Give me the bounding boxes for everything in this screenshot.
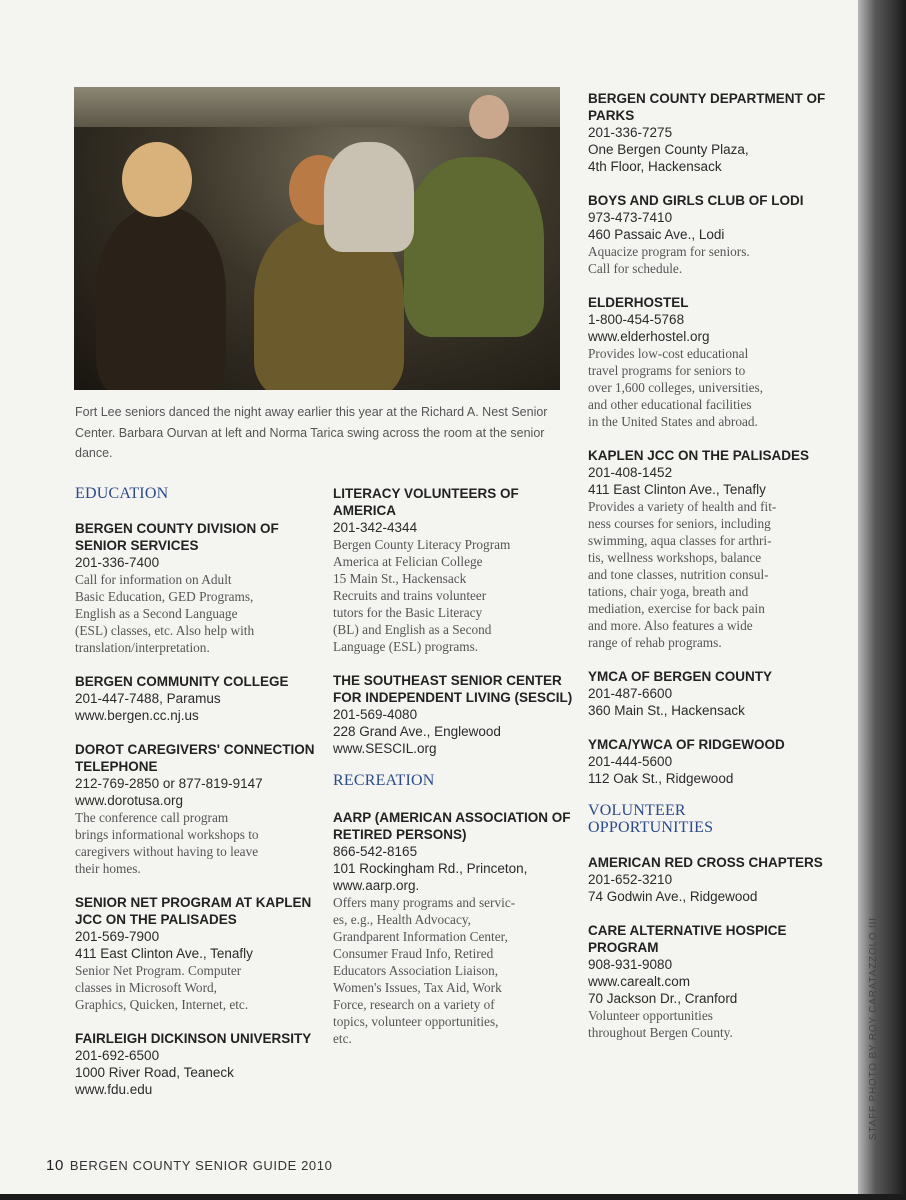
dance-photo — [74, 87, 560, 390]
entry-name: KAPLEN JCC ON THE PALISADES — [588, 448, 810, 463]
entry-phone: 973-473-7410 — [588, 210, 673, 225]
entry-phone: 1-800-454-5768 — [588, 312, 685, 327]
entry-name: BERGEN COUNTY DIVISION OF SENIOR SERVICES — [75, 521, 279, 553]
entry-bergen-community-college — [75, 673, 315, 724]
entry-description: Aquacize program for seniors. Call for schedule. — [588, 244, 750, 276]
column-middle — [333, 485, 573, 1064]
entry-website: www.elderhostel.org — [588, 329, 710, 344]
entry-phone: 201-569-7900 — [75, 929, 160, 944]
entry-address: One Bergen County Plaza, — [588, 142, 749, 157]
entry-description: Bergen County Literacy Program America at Felician College 15 Main St., Hackensack Recruits and trains volunteer tutors for the Basic Literacy (BL) and English as a Second Language (ESL) programs. — [333, 537, 511, 654]
section-heading-recreation: RECREATION — [333, 772, 435, 789]
entry-ymca-bergen — [588, 668, 828, 719]
photo-dancer-white — [324, 142, 414, 252]
entry-description: Senior Net Program. Computer classes in Microsoft Word, Graphics, Quicken, Internet, etc. — [75, 963, 249, 1012]
photo-credit: STAFF PHOTO BY ROY CARATAZZOLO III — [868, 917, 879, 1140]
entry-name: AMERICAN RED CROSS CHAPTERS — [588, 855, 823, 870]
photo-caption: Fort Lee seniors danced the night away earlier this year at the Richard A. Nest Senior Center. Barbara Ourvan at left and Norma Tarica swing across the room at the senior dance. — [75, 405, 548, 460]
entry-senior-net-program — [75, 894, 315, 1013]
entry-website: www.fdu.edu — [75, 1082, 153, 1097]
entry-address: 1000 River Road, Teaneck — [75, 1065, 234, 1080]
entry-address: 411 East Clinton Ave., Tenafly — [588, 482, 766, 497]
entry-name: BOYS AND GIRLS CLUB OF LODI — [588, 193, 804, 208]
entry-address: 411 East Clinton Ave., Tenafly — [75, 946, 253, 961]
entry-phone: 201-336-7275 — [588, 125, 673, 140]
photo-dancer-left — [96, 207, 226, 390]
entry-name: DOROT CAREGIVERS' CONNECTION TELEPHONE — [75, 742, 315, 774]
entry-address: 360 Main St., Hackensack — [588, 703, 745, 718]
entry-address: 112 Oak St., Ridgewood — [588, 771, 734, 786]
entry-phone: 908-931-9080 — [588, 957, 673, 972]
page-bottom-edge — [0, 1194, 906, 1200]
entry-address: 460 Passaic Ave., Lodi — [588, 227, 725, 242]
entry-bergen-county-division — [75, 520, 315, 656]
entry-name: ELDERHOSTEL — [588, 295, 689, 310]
entry-description: Provides low-cost educational travel programs for seniors to over 1,600 colleges, universities, and other educational facilities in the United States and abroad. — [588, 346, 764, 429]
entry-phone: 201-569-4080 — [333, 707, 418, 722]
photo-dancer-left-head — [122, 142, 192, 217]
entry-name: YMCA/YWCA OF RIDGEWOOD — [588, 737, 785, 752]
page-binding-shadow — [858, 0, 906, 1200]
entry-name: THE SOUTHEAST SENIOR CENTER FOR INDEPENDENT LIVING (SESCIL) — [333, 673, 573, 705]
entry-name: YMCA OF BERGEN COUNTY — [588, 669, 773, 684]
column-right — [588, 90, 828, 1058]
entry-description: Call for information on Adult Basic Education, GED Programs, English as a Second Language (ESL) classes, etc. Also help with translation/interpretation. — [75, 572, 255, 655]
section-heading-volunteer: VOLUNTEER OPPORTUNITIES — [588, 802, 714, 836]
entry-address: 4th Floor, Hackensack — [588, 159, 722, 174]
photo-dancer-back-head — [469, 95, 509, 139]
entry-address: 101 Rockingham Rd., Princeton, — [333, 861, 528, 876]
section-heading-education: EDUCATION — [75, 485, 169, 502]
entry-address: 70 Jackson Dr., Cranford — [588, 991, 738, 1006]
entry-care-alternative-hospice — [588, 922, 828, 1041]
entry-website: www.dorotusa.org — [75, 793, 184, 808]
entry-name: AARP (AMERICAN ASSOCIATION OF RETIRED PERSONS) — [333, 810, 571, 842]
entry-fairleigh-dickinson — [75, 1030, 315, 1098]
entry-description: Offers many programs and servic- es, e.g., Health Advocacy, Grandparent Information Center, Consumer Fraud Info, Retired Educators Association Liaison, Women's Issues, Tax Aid, Work Force, research on a variety of topics, volunteer opportunities, etc. — [333, 895, 516, 1046]
entry-phone: 201-336-7400 — [75, 555, 160, 570]
entry-website: www.bergen.cc.nj.us — [75, 708, 199, 723]
entry-phone: 201-342-4344 — [333, 520, 418, 535]
entry-name: BERGEN COUNTY DEPARTMENT OF PARKS — [588, 91, 826, 123]
column-education — [75, 485, 315, 1115]
entry-description: The conference call program brings informational workshops to caregivers without having to leave their homes. — [75, 810, 259, 876]
entry-name: FAIRLEIGH DICKINSON UNIVERSITY — [75, 1031, 312, 1046]
entry-phone: 201-444-5600 — [588, 754, 673, 769]
entry-boys-girls-club — [588, 192, 828, 277]
entry-description: Volunteer opportunities throughout Bergen County. — [588, 1008, 733, 1040]
entry-phone: 201-487-6600 — [588, 686, 673, 701]
entry-dorot-caregivers — [75, 741, 315, 877]
entry-website: www.aarp.org. — [333, 878, 420, 893]
entry-description: Provides a variety of health and fit- ness courses for seniors, including swimming, aqua classes for arthri- tis, wellness workshops, balance and tone classes, nutrition consul- tations, chair yoga, breath and mediation, exercise for back pain and more. Also features a wide range of rehab programs. — [588, 499, 777, 650]
entry-website: www.SESCIL.org — [333, 741, 437, 756]
page-number: 10 — [46, 1157, 64, 1174]
entry-kaplen-jcc — [588, 447, 828, 651]
entry-name: LITERACY VOLUNTEERS OF AMERICA — [333, 486, 519, 518]
entry-phone: 212-769-2850 or 877-819-9147 — [75, 776, 263, 791]
entry-phone: 866-542-8165 — [333, 844, 418, 859]
entry-phone: 201-692-6500 — [75, 1048, 160, 1063]
entry-phone: 201-408-1452 — [588, 465, 673, 480]
entry-red-cross — [588, 854, 828, 905]
entry-sescil — [333, 672, 573, 757]
entry-address: 228 Grand Ave., Englewood — [333, 724, 501, 739]
entry-department-of-parks — [588, 90, 828, 175]
entry-name: SENIOR NET PROGRAM AT KAPLEN JCC ON THE PALISADES — [75, 895, 312, 927]
entry-aarp — [333, 809, 573, 1047]
entry-ymca-ywca-ridgewood — [588, 736, 828, 787]
entry-elderhostel — [588, 294, 828, 430]
photo-dancer-back — [404, 157, 544, 337]
page-footer — [46, 1157, 332, 1174]
entry-literacy-volunteers — [333, 485, 573, 655]
publication-title: BERGEN COUNTY SENIOR GUIDE 2010 — [69, 1158, 333, 1173]
entry-website: www.carealt.com — [588, 974, 691, 989]
entry-phone: 201-652-3210 — [588, 872, 673, 887]
entry-name: BERGEN COMMUNITY COLLEGE — [75, 674, 289, 689]
entry-address: 74 Godwin Ave., Ridgewood — [588, 889, 758, 904]
entry-phone: 201-447-7488, Paramus — [75, 691, 221, 706]
entry-name: CARE ALTERNATIVE HOSPICE PROGRAM — [588, 923, 787, 955]
